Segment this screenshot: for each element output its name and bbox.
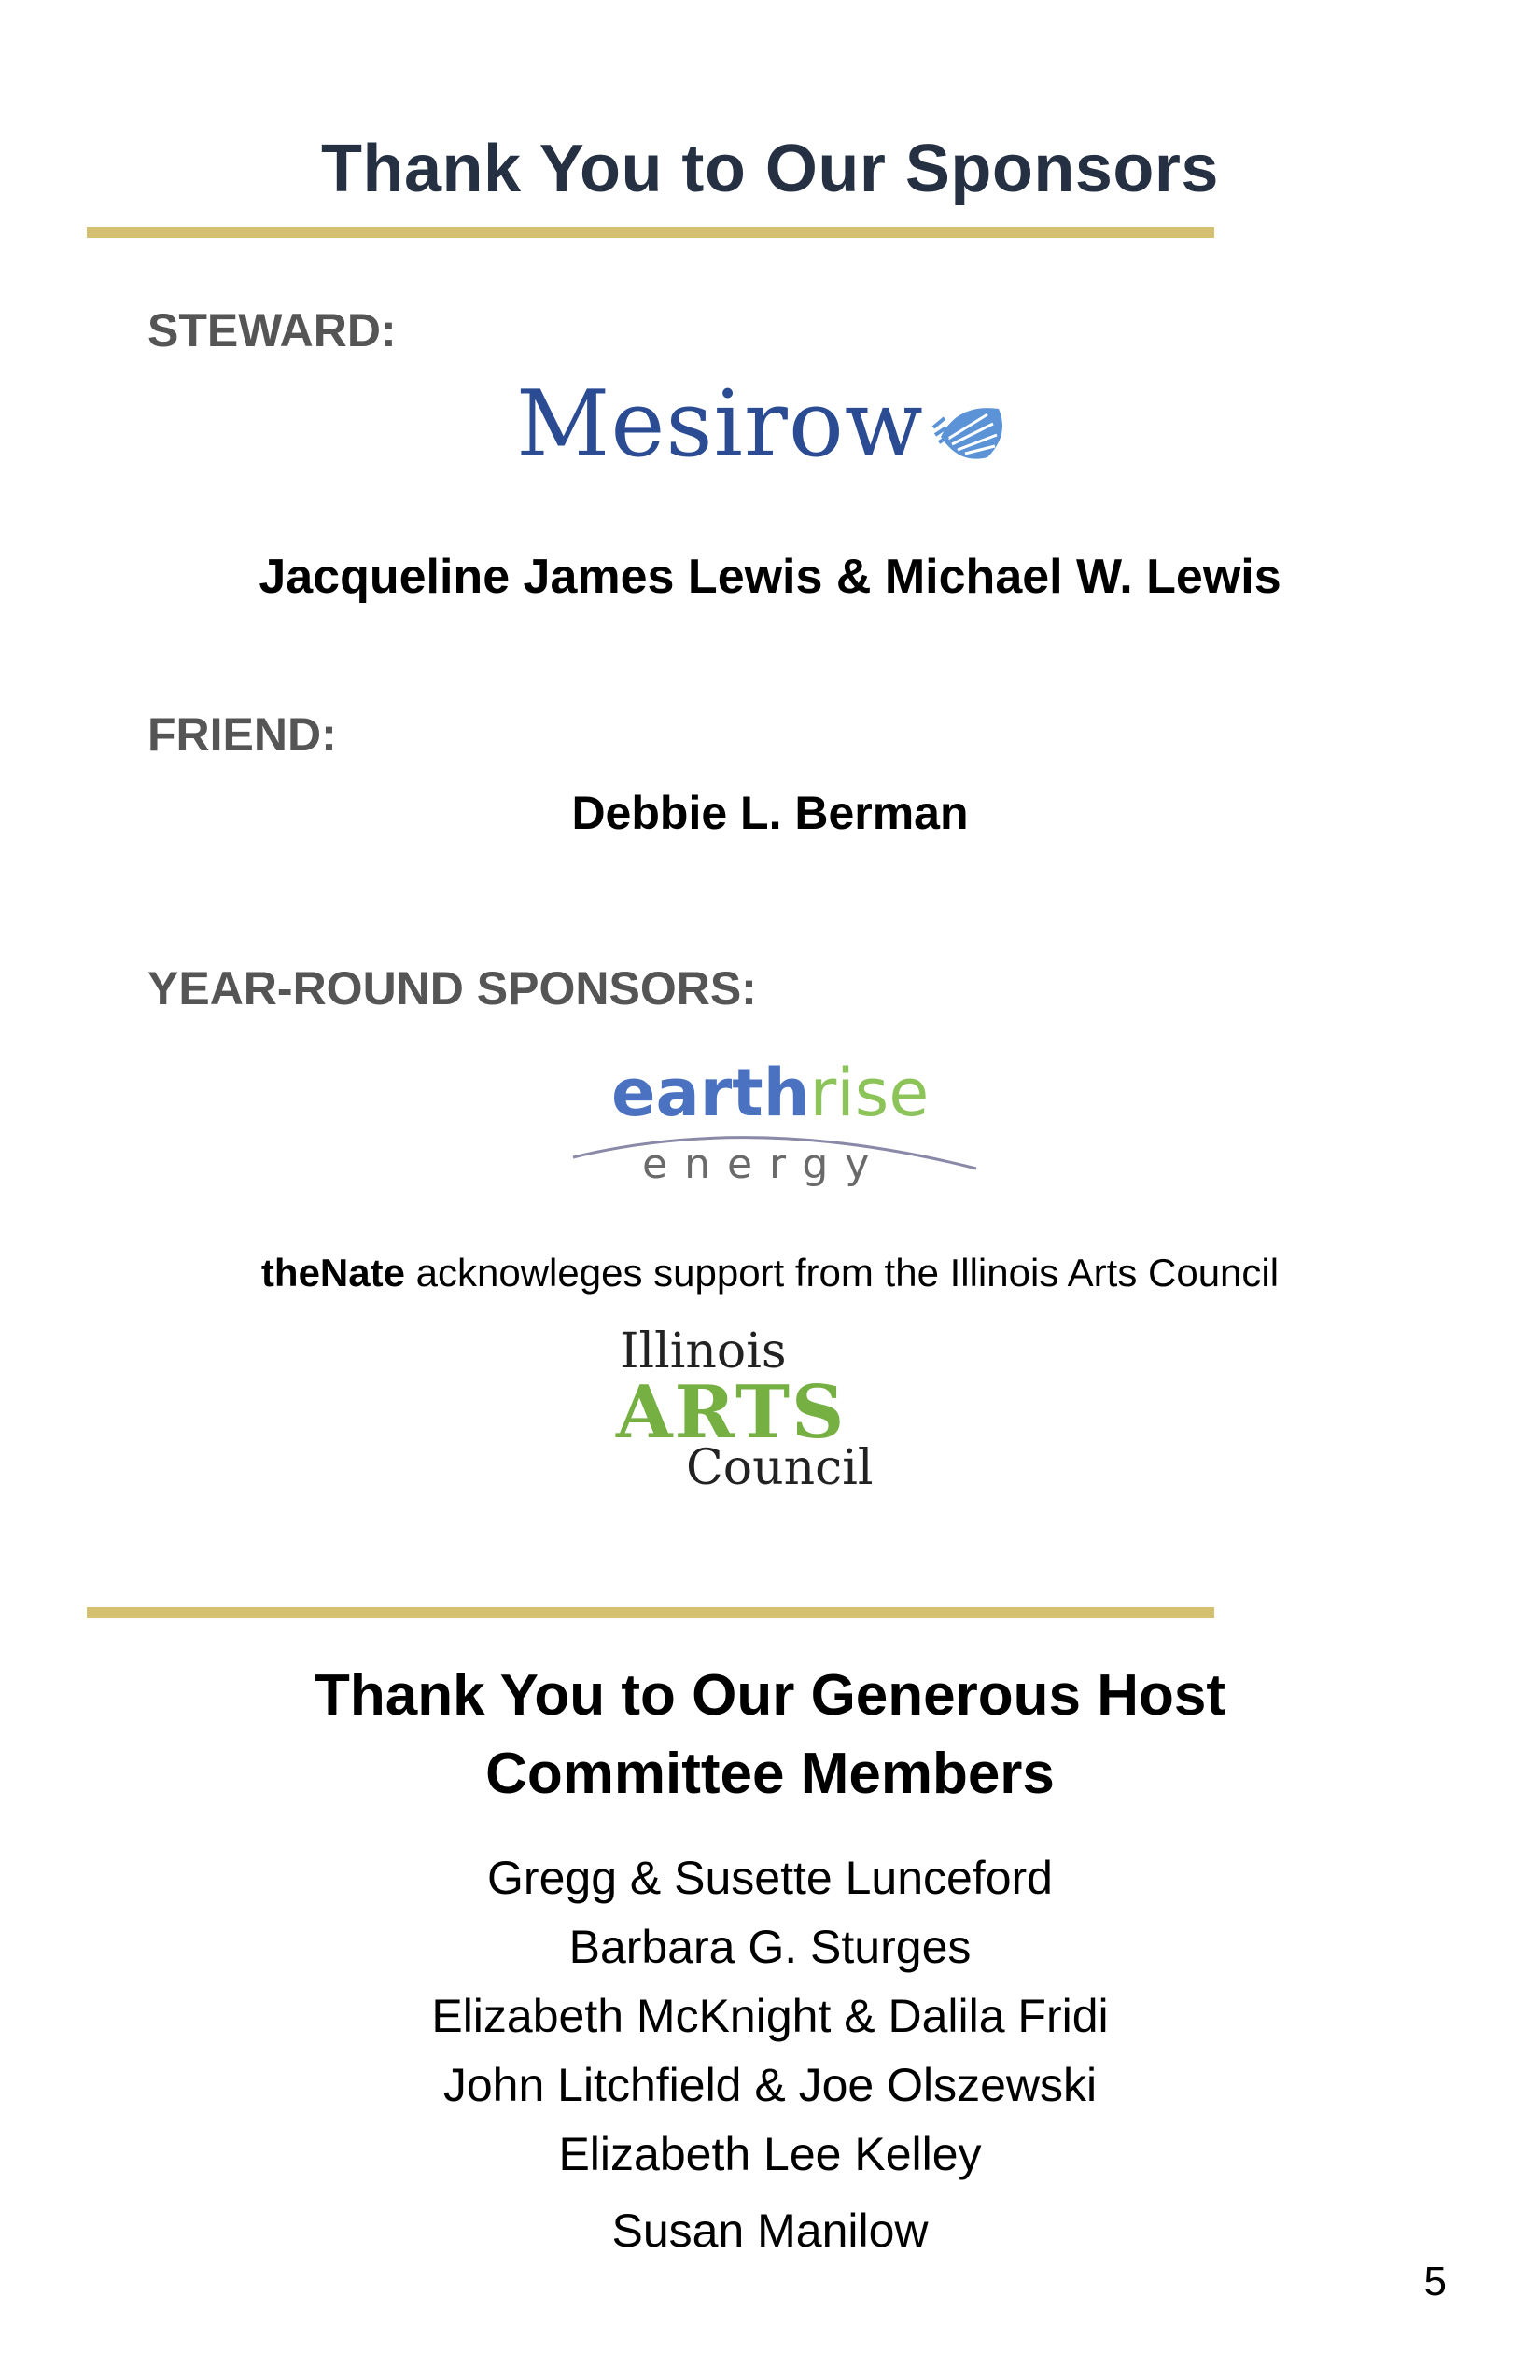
acknowledgement: [0, 1251, 1540, 1295]
list-item: Susan Manilow: [611, 2205, 929, 2257]
earthrise-energy: energy: [642, 1141, 887, 1188]
mesirow-logo-text: Mesirow: [516, 371, 924, 478]
iac-line-arts: ARTS: [616, 1370, 847, 1455]
iac-line-illinois: Illinois: [620, 1323, 787, 1379]
earthrise-word-rise: rise: [809, 1055, 930, 1131]
iac-line-council: Council: [686, 1440, 874, 1496]
sponsors-heading: Thank You to Our Sponsors: [321, 132, 1219, 206]
divider-top: [87, 227, 1214, 238]
host-committee-list: [0, 1843, 1540, 2265]
shell-icon: [931, 399, 1012, 467]
friend-sponsor-name: Debbie L. Berman: [571, 787, 969, 839]
steward-label: STEWARD:: [147, 304, 397, 357]
divider-bottom: [87, 1607, 1214, 1618]
mesirow-logo: [511, 371, 1015, 493]
list-item: Gregg & Susette Lunceford: [487, 1852, 1053, 1904]
host-heading-line1: Thank You to Our Generous Host: [314, 1663, 1225, 1728]
ack-text: acknowleges support from the Illinois Arts Council: [404, 1251, 1280, 1295]
list-item: Elizabeth McKnight & Dalila Fridi: [431, 1990, 1109, 2042]
earthrise-logo: [569, 1055, 980, 1204]
year-round-label: YEAR-ROUND SPONSORS:: [147, 962, 757, 1015]
ack-brand: theNate: [260, 1251, 405, 1295]
page-number: 5: [1423, 2259, 1447, 2304]
list-item: Elizabeth Lee Kelley: [558, 2128, 982, 2180]
illinois-arts-council-logo: [607, 1323, 924, 1496]
host-heading-line2: Committee Members: [485, 1742, 1055, 1806]
friend-label: FRIEND:: [147, 708, 337, 761]
host-committee-heading: [0, 1657, 1540, 1813]
list-item: John Litchfield & Joe Olszewski: [442, 2059, 1098, 2111]
steward-sponsor-name: Jacqueline James Lewis & Michael W. Lewis: [259, 550, 1281, 604]
list-item: Barbara G. Sturges: [568, 1921, 972, 1973]
earthrise-word-earth: earth: [611, 1055, 810, 1131]
